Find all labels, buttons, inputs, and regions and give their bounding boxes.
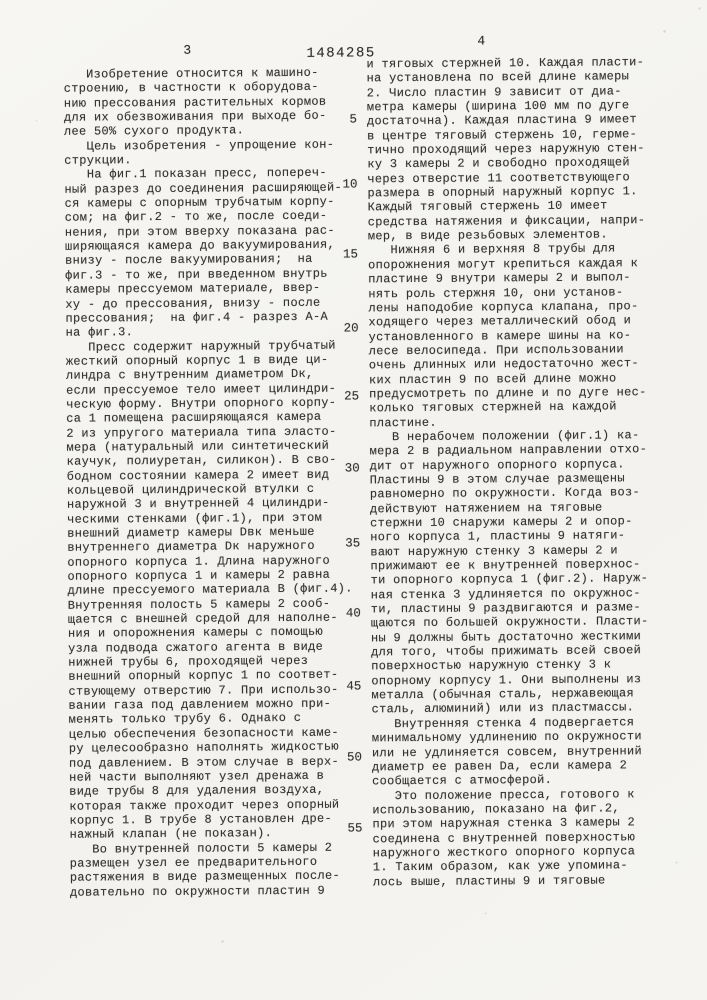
text-line: нения, при этом вверху показана рас- — [64, 223, 335, 240]
text-line: вают наружную стенку 3 камеры 2 и — [370, 543, 618, 560]
text-line: нять роль стержня 10, они установ- — [368, 284, 624, 301]
text-line: вании газа под давлением можно при- — [68, 696, 332, 713]
text-line: опорного корпуса 1 и камеры 2 равна — [67, 567, 331, 584]
text-line: ти опорного корпуса 1 (фиг.2). Наруж- — [370, 571, 649, 588]
text-line: ный разрез до соединения расширяющей- — [64, 180, 343, 197]
text-line: корпус 1. В трубе 8 установлен дре- — [69, 811, 333, 828]
text-line: ного корпуса 1, пластины 9 натяги- — [370, 528, 626, 545]
text-line: фиг.3 - то же, при введенном внутрь — [65, 266, 328, 283]
text-line: жесткий опорный корпус 1 в виде ци- — [65, 352, 329, 369]
text-line: и тяговых стержней 10. Каждая пласти- — [366, 55, 645, 72]
text-line: при этом наружная стенка 3 камеры 2 — [372, 815, 636, 832]
text-line: внешний диаметр камеры Dвк меньше — [67, 524, 315, 541]
text-line: ческими стенками (фиг.1), при этом — [67, 510, 323, 527]
text-line: пластине. — [369, 415, 437, 430]
text-line: ширяющаяся камера до вакуумирования, — [64, 237, 336, 254]
text-line: Пластины 9 в этом случае размещены — [369, 471, 625, 488]
text-line: ческую форму. Внутри опорного корпу- — [66, 395, 337, 412]
text-line: каучук, полиуретан, силикон). В сво- — [66, 452, 337, 469]
text-line: ны 9 должны быть достаточно жесткими — [370, 628, 642, 646]
patent-number: 1484285 — [306, 45, 376, 62]
text-line: наружной 3 и внутренней 4 цилиндри- — [66, 495, 330, 513]
text-line: сообщается с атмосферой. — [372, 773, 553, 789]
line-number-marker: 5 — [349, 112, 357, 127]
text-line: нию прессования растительных кормов — [63, 94, 327, 111]
text-line: ния и опорожнения камеры с помощью — [67, 625, 324, 642]
left-column-page-number: 3 — [183, 42, 193, 58]
text-line: тично проходящий через наружную стен- — [367, 141, 645, 158]
text-line: ствующему отверстию 7. При использо- — [68, 682, 339, 699]
text-line: ходящего через металлический обод и — [368, 313, 632, 330]
text-line: узла подвода сжатого агента в виде — [68, 639, 324, 656]
text-line: для их обезвоживания при выходе бо- — [63, 108, 327, 125]
text-line: Изобретение относится к машино- — [63, 65, 319, 82]
text-line: средства натяжения и фиксации, напри- — [367, 212, 646, 230]
text-line: прижимают ее к внутренней поверхнос- — [370, 557, 641, 574]
text-line: мера (натуральный или синтетический — [66, 438, 330, 455]
text-line: достаточна). Каждая пластина 9 имеет — [366, 112, 638, 129]
text-line: ная стенка 3 удлиняется по окружнос- — [370, 585, 641, 603]
text-line: наружного жесткого опорного корпуса — [372, 844, 636, 861]
right-column-page-number: 4 — [477, 33, 487, 49]
text-line: опорного корпуса 1. Длина наружного — [67, 553, 331, 570]
text-line: нажный клапан (не показан). — [69, 826, 273, 842]
text-line: для того, чтобы прижимать всей своей — [371, 643, 642, 660]
text-line: на фиг.3. — [65, 325, 134, 340]
text-line: диаметр ее равен Dа, если камера 2 — [371, 758, 628, 775]
text-line: сталь, алюминий) или из пластмассы. — [371, 700, 635, 717]
line-number-marker: 55 — [347, 821, 363, 836]
text-line: бодном состоянии камера 2 имеет вид — [66, 467, 330, 484]
text-line: лее 50% сухого продукта. — [63, 123, 245, 140]
text-line: пластине 9 внутри камеры 2 и выпол- — [368, 270, 631, 287]
text-line: нижней трубы 6, проходящей через — [68, 653, 309, 670]
text-line: растяжения в виде размещенных после- — [69, 868, 340, 885]
line-number-marker: 10 — [342, 177, 358, 192]
text-line: камеры прессуемом материале, ввер- — [65, 280, 321, 297]
text-line: если прессуемое тело имеет цилиндри- — [66, 381, 337, 398]
text-line: 2 из упругого материала типа эласто- — [66, 424, 337, 441]
text-line: внутреннего диаметра Dк наружного — [67, 539, 315, 556]
text-line: которая также проходит через опорный — [69, 797, 340, 814]
text-line: или не удлиняется совсем, внутренний — [371, 743, 643, 760]
text-line: ся камеры с опорным трубчатым корпу- — [64, 194, 335, 211]
text-line: са 1 помещена расширяющаяся камера — [66, 409, 322, 426]
text-line: 1. Таким образом, как уже упомина- — [372, 858, 628, 875]
text-line: Во внутренней полости 5 камеры 2 — [69, 840, 333, 857]
text-line: установленного в камере шины на ко- — [368, 327, 632, 344]
text-line: прессования; на фиг.4 - разрез А-А — [65, 309, 329, 326]
text-line: размера в опорный наружный корпус 1. — [367, 184, 638, 201]
text-line: виде трубы 8 для удаления воздуха, — [69, 782, 325, 799]
text-line: сом; на фиг.2 - то же, после соеди- — [64, 209, 328, 226]
text-line: внешний опорный корпус 1 по соответ- — [68, 668, 339, 685]
text-line: Нижняя 6 и верхняя 8 трубы для — [367, 241, 616, 258]
text-line: ких пластин 9 по всей длине можно — [368, 370, 617, 387]
text-line: щается с внешней средой для наполне- — [67, 610, 338, 627]
text-line: стержни 10 снаружи камеры 2 и опор- — [370, 514, 633, 531]
text-line: минимальному удлинению по окружности — [371, 729, 642, 746]
scan-noise-specks — [0, 0, 1, 1]
text-line: лесе велосипеда. При использовании — [368, 342, 624, 359]
text-line: целью обеспечения безопасности каме- — [68, 725, 339, 742]
text-line: внизу - после вакуумирования; на — [64, 252, 313, 269]
text-line: длине прессуемого материала В (фиг.4). — [67, 581, 353, 599]
line-number-marker: 25 — [344, 389, 360, 404]
text-line: менять только трубу 6. Однако с — [68, 711, 302, 728]
line-number-marker: 40 — [345, 606, 361, 621]
text-line: довательно по окружности пластин 9 — [69, 883, 326, 900]
text-line: ру целесообразно наполнять жидкостью — [68, 739, 339, 756]
text-line: использованию, показано на фиг.2, — [372, 801, 620, 818]
text-line: Каждый тяговый стержень 10 имеет — [367, 198, 608, 215]
line-number-marker: 15 — [342, 247, 359, 262]
text-line: мера 2 в радиальном направлении отхо- — [369, 442, 648, 459]
text-line: под давлением. В этом случае в верх- — [68, 754, 340, 771]
text-line: через отверстие 11 соответствующего — [367, 170, 631, 187]
right-text-column — [366, 55, 673, 889]
text-line: колько тяговых стержней на каждой — [369, 399, 617, 416]
text-line: предусмотреть по длине и по дуге нес- — [369, 385, 647, 402]
text-line: струкции. — [64, 153, 132, 168]
text-line: метра камеры (ширина 100 мм по дуге — [366, 98, 630, 115]
text-line: равномерно по окружности. Когда воз- — [369, 485, 640, 502]
text-line: Внутренняя стенка 4 подвергается — [371, 715, 635, 732]
text-line: мер, в виде резьбовых элементов. — [367, 227, 608, 244]
text-line: опорожнения могут крепиться каждая к — [368, 256, 639, 273]
text-line: лось выше, пластины 9 и тяговые — [372, 873, 606, 889]
left-text-column — [64, 65, 369, 899]
text-line: поверхностью наружную стенку 3 к — [371, 657, 612, 674]
text-line: 2. Число пластин 9 зависит от диа- — [366, 84, 622, 101]
text-line: Пресс содержит наружный трубчатый — [65, 338, 336, 355]
text-line: лены наподобие корпуса клапана, про- — [368, 299, 639, 316]
line-number-marker: 45 — [346, 679, 362, 694]
text-line: строению, в частности к оборудова- — [63, 80, 319, 97]
text-line: на установлена по всей длине камеры — [366, 69, 630, 86]
text-line: действуют натяжением на тяговые — [369, 500, 603, 516]
text-line: кольцевой цилиндрической втулки с — [66, 481, 315, 498]
text-line: щаются по большей окружности. Пласти- — [370, 614, 649, 631]
text-line: Это положение пресса, готового к — [372, 786, 635, 803]
text-line: соединена с внутренней поверхностью — [372, 829, 636, 846]
text-line: дит от наружного опорного корпуса. — [369, 456, 625, 473]
line-number-marker: 30 — [344, 461, 360, 476]
line-number-marker: 35 — [345, 536, 361, 551]
text-line: ти, пластины 9 раздвигаются и разме- — [370, 600, 641, 617]
text-line: В нерабочем положении (фиг.1) ка- — [369, 428, 640, 445]
text-line: размещен узел ее предварительного — [69, 854, 318, 871]
text-line: ку 3 камеры 2 и свободно проходящей — [367, 155, 630, 172]
text-line: в центре тяговый стержень 10, герме- — [367, 126, 638, 144]
text-line: Цель изобретения - упрощение кон- — [64, 137, 335, 154]
line-number-marker: 50 — [346, 750, 363, 765]
text-line: линдра с внутренним диаметром Dк, — [65, 366, 314, 383]
text-line: опорному корпусу 1. Они выполнены из — [371, 671, 642, 689]
text-line: металла (обычная сталь, нержавеющая — [371, 686, 635, 703]
text-line: ху - до прессования, внизу - после — [65, 295, 321, 312]
text-line: Внутренняя полость 5 камеры 2 сооб- — [67, 596, 331, 613]
line-number-marker: 20 — [343, 321, 359, 336]
text-line: ней части выполняют узел дренажа в — [69, 768, 325, 785]
text-line: очень длинных или недостаточно жест- — [368, 356, 639, 373]
text-line: На фиг.1 показан пресс, попереч- — [64, 166, 327, 183]
